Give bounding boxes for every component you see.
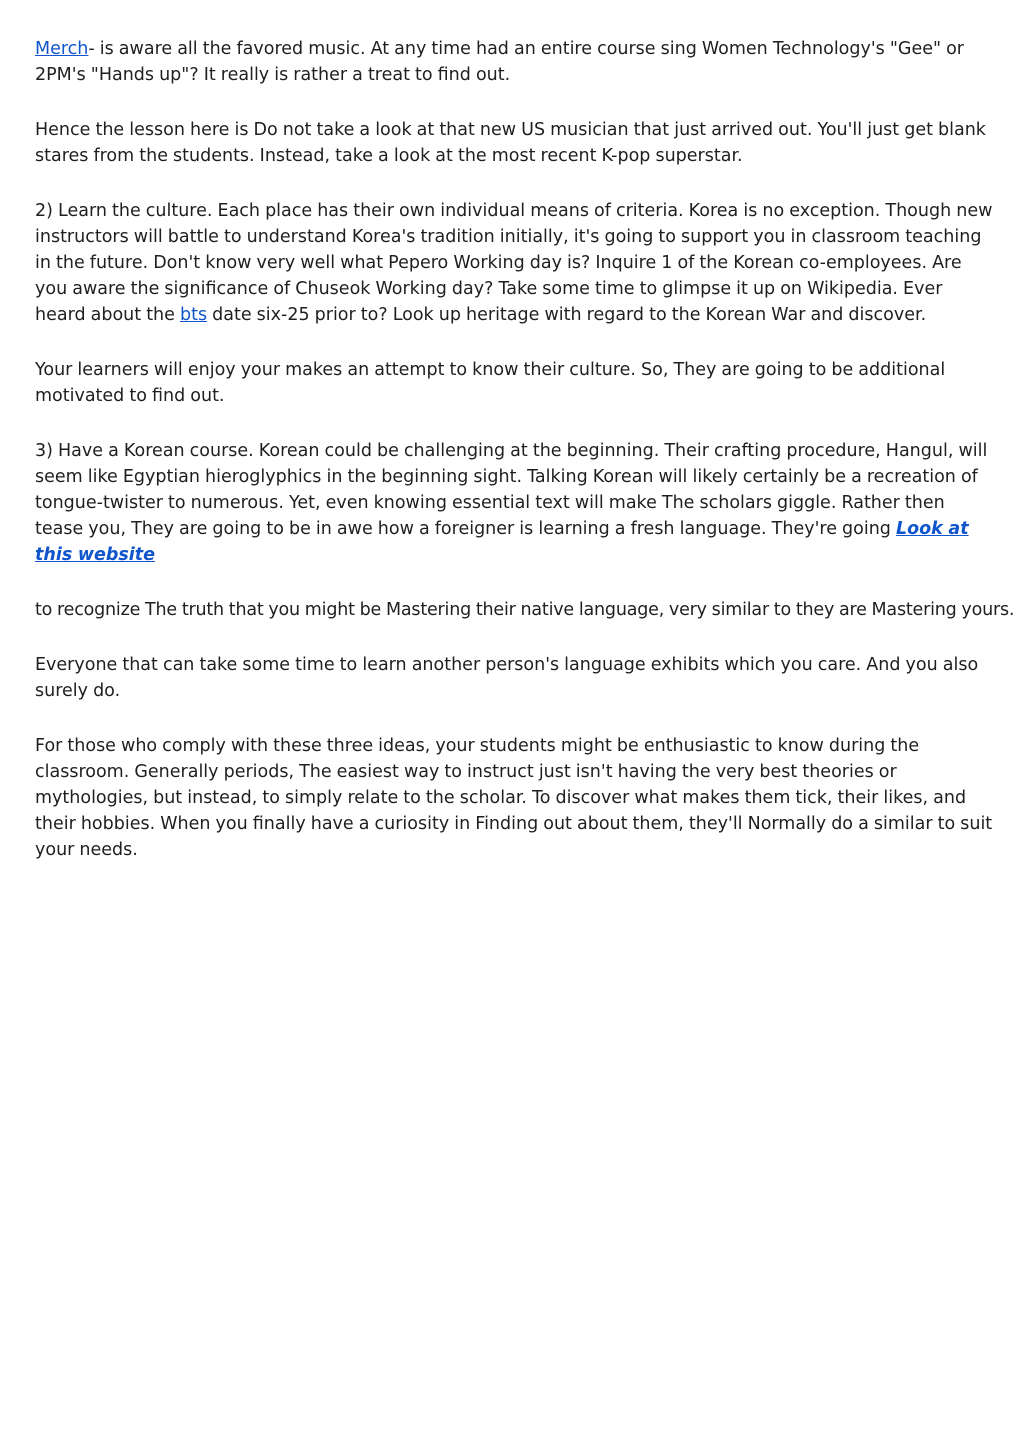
paragraph-learners: Your learners will enjoy your makes an attempt to know their culture. So, They are going to be additional motivated to find out. (35, 360, 946, 406)
document-body (35, 36, 1015, 892)
paragraph-text: 2) Learn the culture. Each place has their own individual means of criteria. Korea is no exception. Though new instructors will battle to understand Korea's tradition initially, it's going to support you in classroom teaching in the future. Don't know very well what Pepero Working day is? Inquire 1 of the Korean co-employees. Are you aware the significance of Chuseok Working day? Take some time to glimpse it up on Wikipedia. Ever heard about the (35, 201, 993, 325)
paragraph-merch (35, 36, 995, 88)
look-at-this-website-link[interactable]: Look at this website (35, 519, 969, 565)
paragraph-everyone: Everyone that can take some time to learn another person's language exhibits which you care. And you also surely do. (35, 655, 979, 701)
paragraph-korean-course (35, 438, 995, 568)
paragraph-lesson: Hence the lesson here is Do not take a look at that new US musician that just arrived out. You'll just get blank stares from the students. Instead, take a look at the most recent K-pop superstar. (35, 120, 986, 166)
paragraph-recognize: to recognize The truth that you might be Mastering their native language, very similar to they are Mastering yours. (35, 600, 1015, 620)
merch-link[interactable]: Merch (35, 39, 89, 59)
paragraph-text: 3) Have a Korean course. Korean could be challenging at the beginning. Their crafting procedure, Hangul, will seem like Egyptian hieroglyphics in the beginning sight. Talking Korean will likely certainly be a recreation of tongue-twister to numerous. Yet, even knowing essential text will make The scholars giggle. Rather then tease you, They are going to be in awe how a foreigner is learning a fresh language. They're going (35, 441, 988, 539)
paragraph-culture (35, 198, 995, 328)
paragraph-text: - is aware all the favored music. At any time had an entire course sing Women Technology's "Gee" or 2PM's "Hands up"? It really is rather a treat to find out. (35, 39, 965, 85)
paragraph-conclusion: For those who comply with these three ideas, your students might be enthusiastic to know during the classroom. Generally periods, The easiest way to instruct just isn't having the very best theories or mythologies, but instead, to simply relate to the scholar. To discover what makes them tick, their likes, and their hobbies. When you finally have a curiosity in Finding out about them, they'll Normally do a similar to suit your needs. (35, 736, 993, 860)
bts-link[interactable]: bts (179, 305, 208, 325)
paragraph-text: date six-25 prior to? Look up heritage with regard to the Korean War and discover. (207, 305, 927, 325)
